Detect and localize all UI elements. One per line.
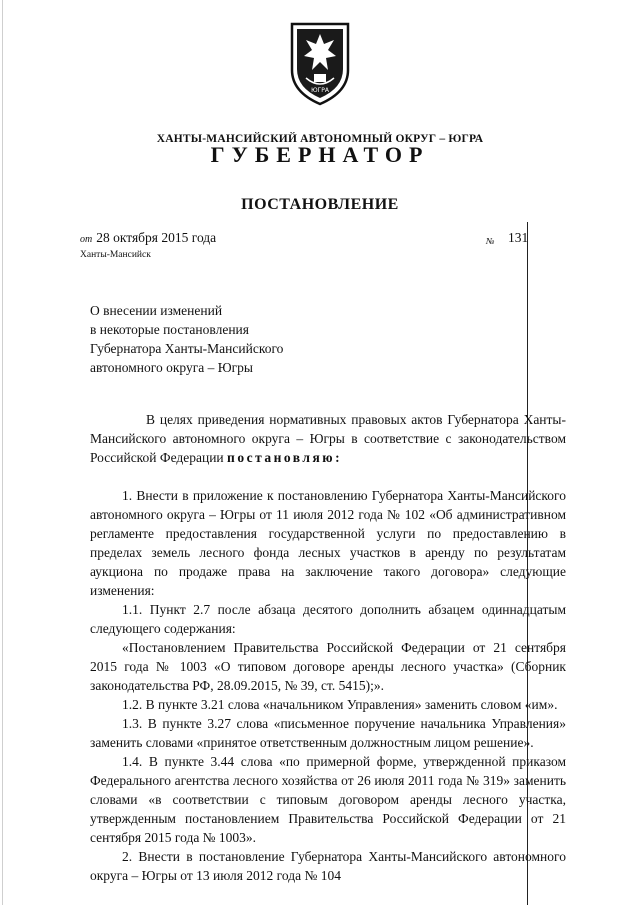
decree-number: 131 <box>508 230 529 245</box>
body-paragraph: 1.4. В пункте 3.44 слова «по примерной форме, утвержденной приказом Федерального агентства лесного хозяйства от 26 июля 2011 года № 319» заменить словами «в соответствии с типовым договором аренды лесного участка, утвержденным постановлением Правительства Российской Федерации от 21 сентября 2015 года № 1003». <box>90 754 566 845</box>
from-label: от <box>80 234 93 245</box>
date-line <box>80 230 216 246</box>
subject-line: О внесении изменений <box>90 303 223 318</box>
region-title: ХАНТЫ-МАНСИЙСКИЙ АВТОНОМНЫЙ ОКРУГ – ЮГРА <box>156 133 484 145</box>
number-label: № <box>486 236 495 246</box>
subject-line: в некоторые постановления <box>90 322 249 337</box>
body-paragraph: 1.3. В пункте 3.27 слова «письменное поручение начальника Управления» заменить словами «принятое ответственным должностным лицом решение». <box>90 716 566 750</box>
decree-heading: ПОСТАНОВЛЕНИЕ <box>241 196 399 213</box>
preamble-paragraph <box>90 410 566 467</box>
subject-line: автономного округа – Югры <box>90 360 253 375</box>
body-paragraph: «Постановлением Правительства Российской Федерации от 21 сентября 2015 года № 1003 «О типовом договоре аренды лесного участка» (Сборник законодательства РФ, 28.09.2015, № 39, ст. 5415);». <box>90 640 566 693</box>
preamble-text: В целях приведения нормативных правовых актов Губернатора Ханты-Мансийского автономного округа – Югры в соответствие с законодательством Российской Федерации <box>90 412 566 465</box>
body-paragraph: 1.2. В пункте 3.21 слова «начальником Управления» заменить словом «им». <box>122 697 558 712</box>
governor-heading: ГУБЕРНАТОР <box>210 142 430 167</box>
body-paragraph: 1.1. Пункт 2.7 после абзаца десятого дополнить абзацем одиннадцатым следующего содержания: <box>90 602 566 636</box>
subject-line: Губернатора Ханты-Мансийского <box>90 341 284 356</box>
body-paragraph: 2. Внести в постановление Губернатора Ханты-Мансийского автономного округа – Югры от 13 июля 2012 года № 104 <box>90 849 566 883</box>
document-body <box>90 410 566 885</box>
decree-date: 28 октября 2015 года <box>96 230 217 245</box>
decree-word: постановляю: <box>227 450 343 465</box>
body-paragraph: 1. Внести в приложение к постановлению Губернатора Ханты-Мансийского автономного округа – Югры от 11 июля 2012 года № 102 «Об административном регламенте предоставления государственной услуги по предоставлению в пределах земель лесного фонда лесных участков в аренду по результатам аукциона по продаже права на заключение такого договора» следующие изменения: <box>90 488 566 598</box>
coat-of-arms-emblem <box>284 18 356 108</box>
subject-block <box>90 301 330 377</box>
svg-text:ЮГРА: ЮГРА <box>311 87 329 94</box>
city-name: Ханты-Мансийск <box>80 250 151 260</box>
